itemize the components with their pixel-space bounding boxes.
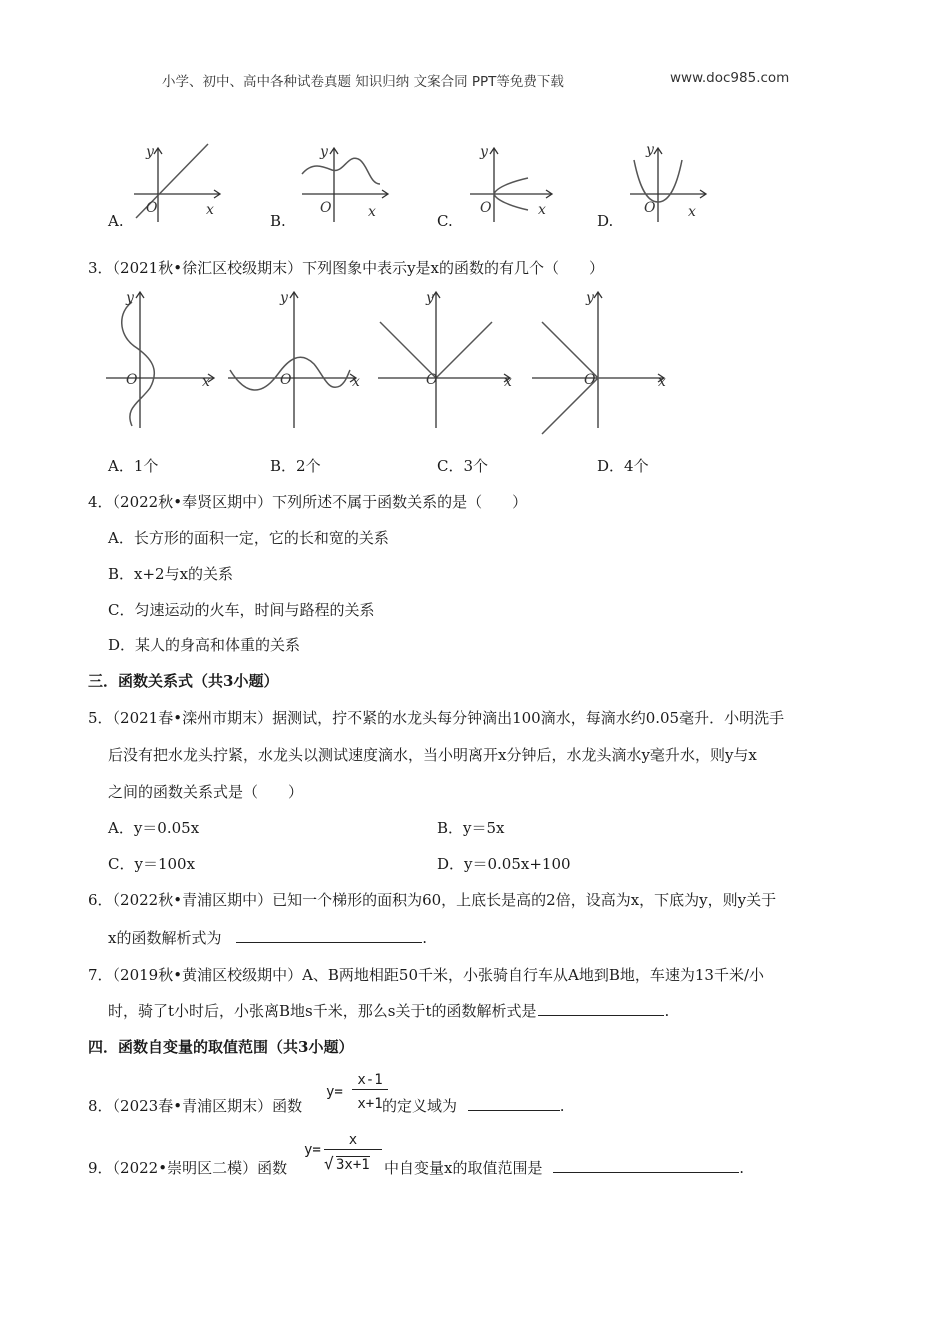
q5-option-a[interactable]: A．y＝0.05x (108, 819, 200, 837)
answer-blank[interactable] (236, 928, 422, 943)
q3-graph-4 (530, 288, 675, 430)
period: . (739, 1159, 745, 1177)
header-url[interactable]: www.doc985.com (670, 70, 790, 86)
q2-graph-d (626, 140, 726, 225)
q4-option-b[interactable]: B．x+2与x的关系 (108, 565, 234, 583)
axis-y-label: y (480, 144, 488, 160)
question-text: （2023春•青浦区期末）函数 (112, 1097, 303, 1115)
question-5 (88, 708, 784, 728)
q3-graph-3 (376, 288, 521, 430)
origin-label: O (644, 200, 656, 216)
axis-y-label: y (646, 142, 654, 158)
q2-option-d[interactable]: D. (597, 212, 614, 230)
question-number: 9． (88, 1159, 113, 1177)
q2-graph-c (466, 140, 566, 225)
q2-option-c[interactable]: C. (437, 212, 453, 230)
formula-y: y= (304, 1142, 321, 1158)
sqrt-symbol: √ (324, 1154, 334, 1173)
q3-option-a[interactable]: A．1个 (108, 457, 159, 475)
q4-option-c[interactable]: C．匀速运动的火车，时间与路程的关系 (108, 601, 375, 619)
axis-x-label: x (538, 202, 546, 218)
question-9 (88, 1158, 287, 1178)
answer-blank[interactable] (553, 1158, 739, 1173)
question-9-rest (384, 1158, 744, 1178)
question-text-line-3: 之间的函数关系式是（ ） (108, 783, 304, 801)
q5-option-b[interactable]: B．y＝5x (437, 819, 505, 837)
q3-option-c[interactable]: C．3个 (437, 457, 489, 475)
period: . (664, 1002, 670, 1020)
question-text-line-2: x的函数解析式为 (108, 929, 222, 947)
q4-option-d[interactable]: D．某人的身高和体重的关系 (108, 636, 301, 654)
q3-graph-1 (106, 288, 226, 430)
question-text: （2021秋•徐汇区校级期末）下列图象中表示y是x的函数的有几个（ ） (112, 259, 605, 277)
question-number: 4． (88, 493, 113, 511)
origin-label: O (426, 372, 438, 388)
formula-numerator: x-1 (352, 1072, 388, 1090)
formula-denominator: x+1 (357, 1096, 383, 1112)
axis-y-label: y (586, 290, 594, 306)
origin-label: O (146, 200, 158, 216)
formula-denominator: 3x+1 (336, 1157, 370, 1173)
question-number: 8． (88, 1097, 113, 1115)
q3-graph-2 (228, 288, 368, 430)
q5-option-c[interactable]: C．y＝100x (108, 855, 196, 873)
axis-x-label: x (202, 374, 210, 390)
question-number: 7． (88, 966, 113, 984)
origin-label: O (584, 372, 596, 388)
q2-graph-a (130, 140, 230, 225)
axis-y-label: y (280, 290, 288, 306)
formula-y: y= (326, 1084, 343, 1100)
q5-option-d[interactable]: D．y＝0.05x+100 (437, 855, 571, 873)
origin-label: O (126, 372, 138, 388)
question-text-line-1: （2019秋•黄浦区校级期中）A、B两地相距50千米，小张骑自行车从A地到B地，车速为13千米/小 (112, 966, 765, 984)
origin-label: O (480, 200, 492, 216)
question-number: 6． (88, 891, 113, 909)
axis-y-label: y (126, 290, 134, 306)
question-text-line-1: （2021春•滦州市期末）据测试，拧不紧的水龙头每分钟滴出100滴水，每滴水约0.05毫升．小明洗手 (112, 709, 785, 727)
question-text-post: 中自变量x的取值范围是 (384, 1159, 543, 1177)
question-text-line-2: 后没有把水龙头拧紧，水龙头以测试速度滴水，当小明离开x分钟后，水龙头滴水y毫升水，则y与x (108, 746, 757, 764)
question-text-post: 的定义域为 (382, 1097, 458, 1115)
origin-label: O (320, 200, 332, 216)
question-6 (88, 890, 776, 910)
q4-option-a[interactable]: A．长方形的面积一定，它的长和宽的关系 (108, 529, 389, 547)
q3-option-b[interactable]: B．2个 (270, 457, 321, 475)
axis-y-label: y (426, 290, 434, 306)
question-7 (88, 965, 764, 985)
q2-option-b[interactable]: B. (270, 212, 286, 230)
period: . (559, 1097, 565, 1115)
question-number: 3． (88, 259, 113, 277)
header-left: 小学、初中、高中各种试卷真题 知识归纳 文案合同 PPT等免费下载 (162, 74, 564, 90)
period: . (422, 929, 428, 947)
question-6-line-2 (108, 928, 427, 948)
axis-x-label: x (658, 374, 666, 390)
question-text: （2022秋•奉贤区期中）下列所述不属于函数关系的是（ ） (112, 493, 528, 511)
axis-x-label: x (504, 374, 512, 390)
axis-x-label: x (688, 204, 696, 220)
question-8 (88, 1096, 302, 1116)
axis-x-label: x (368, 204, 376, 220)
q2-option-a[interactable]: A. (108, 212, 124, 230)
formula-numerator: x (324, 1132, 382, 1150)
answer-blank[interactable] (468, 1096, 560, 1111)
q3-option-d[interactable]: D．4个 (597, 457, 649, 475)
question-text-line-1: （2022秋•青浦区期中）已知一个梯形的面积为60，上底长是高的2倍，设高为x，下底为y，则y关于 (112, 891, 777, 909)
question-7-line-2 (108, 1001, 669, 1021)
q2-graph-b (298, 140, 398, 225)
axis-y-label: y (320, 144, 328, 160)
question-8-rest (382, 1096, 565, 1116)
section-heading-3: 三．函数关系式（共3小题） (88, 672, 279, 690)
question-number: 5． (88, 709, 113, 727)
axis-x-label: x (352, 374, 360, 390)
question-text-line-2: 时，骑了t小时后，小张离B地s千米，那么s关于t的函数解析式是 (108, 1002, 537, 1020)
axis-x-label: x (206, 202, 214, 218)
axis-y-label: y (146, 144, 154, 160)
answer-blank[interactable] (538, 1001, 664, 1016)
question-4 (88, 492, 527, 512)
question-3 (88, 258, 604, 278)
question-text: （2022•崇明区二模）函数 (112, 1159, 288, 1177)
section-heading-4: 四．函数自变量的取值范围（共3小题） (88, 1038, 354, 1056)
origin-label: O (280, 372, 292, 388)
